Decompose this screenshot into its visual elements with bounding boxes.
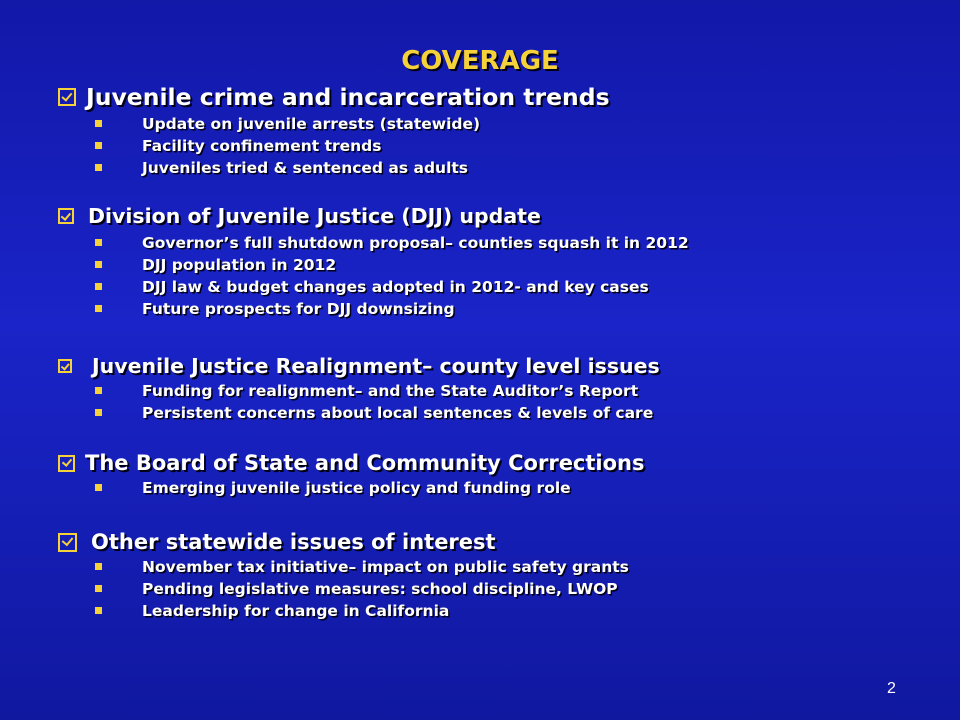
checkbox-checked-icon — [58, 533, 77, 552]
square-bullet-icon — [95, 120, 102, 127]
square-bullet-icon — [95, 484, 102, 491]
checkbox-checked-icon — [58, 455, 75, 472]
bullet-list — [58, 477, 645, 499]
section-heading — [58, 527, 629, 557]
bullet-list — [58, 556, 629, 622]
section-heading — [58, 82, 610, 112]
bullet-list — [58, 380, 660, 424]
section-realignment — [58, 352, 660, 424]
list-item — [58, 276, 689, 298]
square-bullet-icon — [95, 164, 102, 171]
list-item-text: Juveniles tried & sentenced as adults — [142, 159, 469, 177]
list-item-text: DJJ law & budget changes adopted in 2012- and key cases — [142, 278, 649, 296]
section-heading-text: Juvenile crime and incarceration trends — [86, 83, 610, 111]
section-heading — [58, 352, 660, 380]
section-crime-trends — [58, 82, 610, 179]
section-heading-text: The Board of State and Community Corrections — [85, 451, 645, 475]
square-bullet-icon — [95, 387, 102, 394]
square-bullet-icon — [95, 283, 102, 290]
section-bscc — [58, 449, 645, 499]
checkbox-checked-icon — [58, 88, 76, 106]
bullet-list — [58, 113, 610, 179]
slide-title: COVERAGE — [401, 46, 559, 76]
list-item — [58, 380, 660, 402]
section-heading-text: Other statewide issues of interest — [91, 530, 496, 554]
list-item — [58, 135, 610, 157]
square-bullet-icon — [95, 563, 102, 570]
list-item — [58, 477, 645, 499]
section-other-issues — [58, 527, 629, 622]
list-item — [58, 298, 689, 320]
list-item-text: Facility confinement trends — [142, 137, 382, 155]
list-item-text: Funding for realignment– and the State Auditor’s Report — [142, 382, 639, 400]
square-bullet-icon — [95, 239, 102, 246]
list-item — [58, 232, 689, 254]
list-item — [58, 254, 689, 276]
square-bullet-icon — [95, 409, 102, 416]
section-heading — [58, 202, 689, 230]
list-item — [58, 402, 660, 424]
list-item-text: DJJ population in 2012 — [142, 256, 337, 274]
list-item-text: Update on juvenile arrests (statewide) — [142, 115, 481, 133]
section-heading — [58, 449, 645, 477]
list-item — [58, 113, 610, 135]
square-bullet-icon — [95, 261, 102, 268]
checkbox-checked-icon — [58, 208, 74, 224]
list-item — [58, 600, 629, 622]
list-item-text: Emerging juvenile justice policy and funding role — [142, 479, 571, 497]
bullet-list — [58, 232, 689, 320]
square-bullet-icon — [95, 305, 102, 312]
section-djj-update — [58, 202, 689, 320]
section-heading-text: Division of Juvenile Justice (DJJ) update — [88, 204, 541, 228]
section-heading-text: Juvenile Justice Realignment– county level issues — [92, 354, 660, 378]
list-item-text: November tax initiative– impact on public safety grants — [142, 558, 629, 576]
list-item-text: Persistent concerns about local sentences & levels of care — [142, 404, 654, 422]
square-bullet-icon — [95, 607, 102, 614]
list-item — [58, 157, 610, 179]
square-bullet-icon — [95, 585, 102, 592]
list-item — [58, 578, 629, 600]
list-item-text: Pending legislative measures: school discipline, LWOP — [142, 580, 618, 598]
page-number: 2 — [887, 680, 896, 697]
list-item-text: Governor’s full shutdown proposal– counties squash it in 2012 — [142, 234, 689, 252]
checkbox-checked-icon — [58, 359, 72, 373]
list-item-text: Leadership for change in California — [142, 602, 450, 620]
list-item-text: Future prospects for DJJ downsizing — [142, 300, 455, 318]
list-item — [58, 556, 629, 578]
square-bullet-icon — [95, 142, 102, 149]
